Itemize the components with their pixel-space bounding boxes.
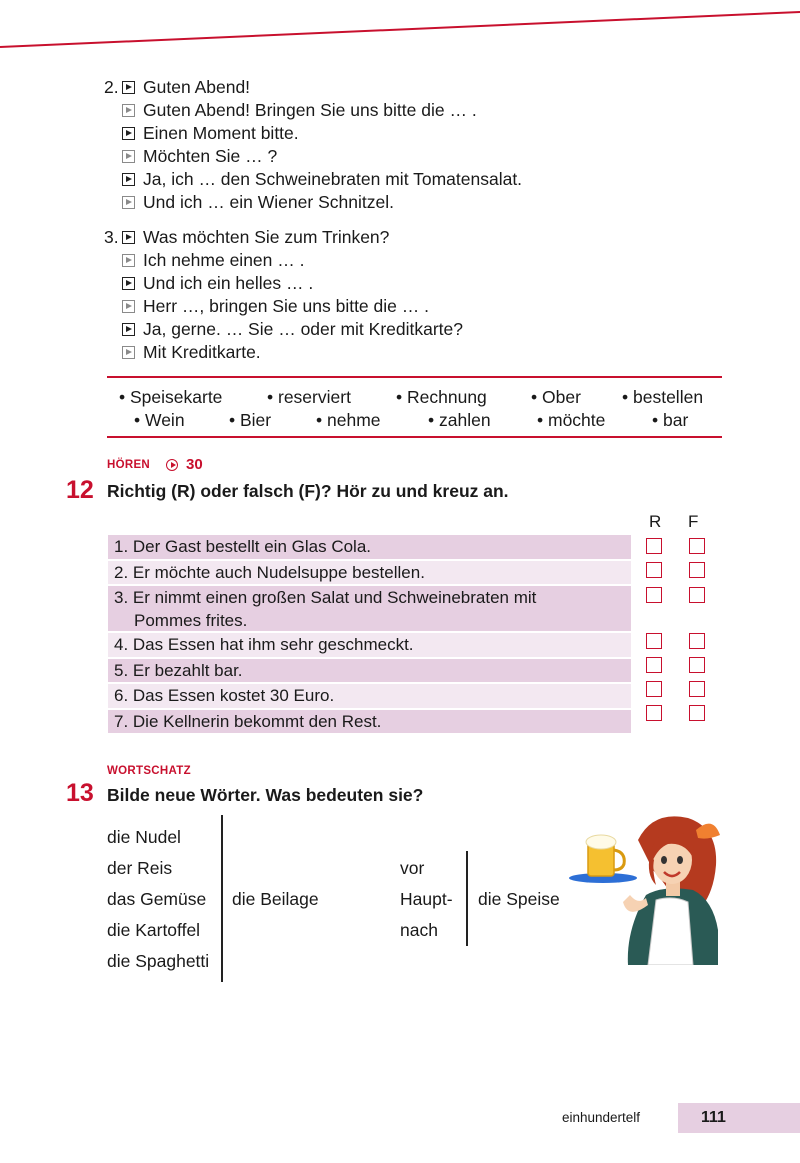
- statement-text: 5. Er bezahlt bar.: [114, 661, 243, 680]
- dialog-line: [104, 168, 522, 191]
- dialog-line: [104, 295, 463, 318]
- word-item: • bar: [652, 409, 688, 431]
- checkbox-r-1[interactable]: [646, 538, 662, 554]
- word-column-1: [107, 822, 209, 977]
- statement-text: 2. Er möchte auch Nudelsuppe bestellen.: [114, 563, 425, 582]
- dialog-text: Ich nehme einen … .: [143, 250, 305, 270]
- divider-line: [221, 815, 223, 982]
- dialog-text: Ja, ich … den Schweinebraten mit Tomatensalat.: [143, 169, 523, 189]
- section-label-wortschatz: WORTSCHATZ: [107, 765, 191, 777]
- exercise-title: Richtig (R) oder falsch (F)? Hör zu und kreuz an.: [107, 481, 509, 501]
- audio-track[interactable]: [166, 456, 203, 473]
- dialog-text: Guten Abend! Bringen Sie uns bitte die … .: [143, 100, 477, 120]
- statement-text: 4. Das Essen hat ihm sehr geschmeckt.: [114, 635, 414, 654]
- word-item: • zahlen: [428, 409, 491, 431]
- dialog-text: Guten Abend!: [143, 77, 251, 97]
- dialog-text: Ja, gerne. … Sie … oder mit Kreditkarte?: [143, 319, 463, 339]
- word-item: die Spaghetti: [107, 951, 210, 971]
- statement-row: [108, 633, 631, 657]
- checkbox-r-7[interactable]: [646, 705, 662, 721]
- dialog-2: [104, 76, 522, 214]
- checkbox-r-2[interactable]: [646, 562, 662, 578]
- statement-row: [108, 684, 631, 708]
- word-item: • bestellen: [622, 386, 703, 408]
- dialog-text: Herr …, bringen Sie uns bitte die … .: [143, 296, 429, 316]
- audio-play-icon[interactable]: [166, 459, 178, 471]
- statement-row: [108, 710, 631, 733]
- word-item: • Wein: [134, 409, 185, 431]
- section-label-hoeren: HÖREN: [107, 459, 151, 471]
- column-header-r: R: [649, 512, 662, 531]
- dialog-line: [104, 226, 463, 249]
- play-light-icon[interactable]: [122, 196, 135, 209]
- word-column-2: [232, 884, 319, 915]
- dialog-3: [104, 226, 463, 364]
- word-column-4: [478, 884, 560, 915]
- play-icon[interactable]: [122, 277, 135, 290]
- exercise-number: 13: [66, 779, 94, 807]
- dialog-text: Und ich ein helles … .: [143, 273, 314, 293]
- dialog-text: Was möchten Sie zum Trinken?: [143, 227, 390, 247]
- checkbox-r-4[interactable]: [646, 633, 662, 649]
- dialog-line: [104, 145, 522, 168]
- exercise-title: Bilde neue Wörter. Was bedeuten sie?: [107, 785, 424, 805]
- word-item: nach: [400, 920, 438, 940]
- play-icon[interactable]: [122, 173, 135, 186]
- play-light-icon[interactable]: [122, 104, 135, 117]
- checkbox-f-5[interactable]: [689, 657, 705, 673]
- dialog-number: 2.: [104, 77, 119, 97]
- dialog-text: Möchten Sie … ?: [143, 146, 278, 166]
- play-icon[interactable]: [122, 81, 135, 94]
- word-item: • reserviert: [267, 386, 351, 408]
- word-item: • möchte: [537, 409, 605, 431]
- page-number: 111: [678, 1103, 800, 1133]
- word-row-1: [107, 386, 722, 408]
- word-item: • Speisekarte: [119, 386, 222, 408]
- word-item: die Beilage: [232, 889, 319, 909]
- waitress-illustration: [568, 810, 733, 965]
- checkbox-f-2[interactable]: [689, 562, 705, 578]
- page-word: einhundertelf: [562, 1110, 641, 1125]
- checkbox-r-5[interactable]: [646, 657, 662, 673]
- word-item: die Nudel: [107, 827, 181, 847]
- checkbox-f-6[interactable]: [689, 681, 705, 697]
- statement-row: [108, 561, 631, 584]
- checkbox-f-1[interactable]: [689, 538, 705, 554]
- statement-row: [108, 535, 631, 559]
- word-item: • nehme: [316, 409, 381, 431]
- word-row-2: [107, 409, 722, 431]
- checkbox-f-3[interactable]: [689, 587, 705, 603]
- checkbox-f-4[interactable]: [689, 633, 705, 649]
- word-item: die Kartoffel: [107, 920, 201, 940]
- word-item: • Rechnung: [396, 386, 487, 408]
- word-item: Haupt-: [400, 889, 453, 909]
- checkbox-r-6[interactable]: [646, 681, 662, 697]
- word-column-3: [400, 853, 453, 946]
- word-item: • Bier: [229, 409, 271, 431]
- play-light-icon[interactable]: [122, 300, 135, 313]
- dialog-line: [104, 272, 463, 295]
- play-icon[interactable]: [122, 127, 135, 140]
- word-box: [107, 376, 722, 438]
- checkbox-r-3[interactable]: [646, 587, 662, 603]
- word-item: der Reis: [107, 858, 173, 878]
- dialog-line: [104, 99, 522, 122]
- dialog-line: [104, 122, 522, 145]
- dialog-line: [104, 191, 522, 214]
- dialog-text: Mit Kreditkarte.: [143, 342, 261, 362]
- checkbox-f-7[interactable]: [689, 705, 705, 721]
- track-number: 30: [186, 456, 203, 473]
- dialog-text: Einen Moment bitte.: [143, 123, 299, 143]
- statement-text: 3. Er nimmt einen großen Salat und Schweinebraten mit: [114, 588, 537, 607]
- play-light-icon[interactable]: [122, 346, 135, 359]
- dialog-line: [104, 76, 522, 99]
- play-icon[interactable]: [122, 231, 135, 244]
- play-light-icon[interactable]: [122, 150, 135, 163]
- statement-text: 1. Der Gast bestellt ein Glas Cola.: [114, 537, 372, 556]
- dialog-line: [104, 341, 463, 364]
- word-item: das Gemüse: [107, 889, 207, 909]
- exercise-number: 12: [66, 476, 94, 504]
- statement-text: 7. Die Kellnerin bekommt den Rest.: [114, 712, 382, 731]
- dialog-number: 3.: [104, 227, 119, 247]
- word-item: vor: [400, 858, 425, 878]
- dialog-text: Und ich … ein Wiener Schnitzel.: [143, 192, 394, 212]
- divider-line: [466, 851, 468, 946]
- statement-row: [108, 586, 631, 631]
- statement-text: 6. Das Essen kostet 30 Euro.: [114, 686, 335, 705]
- top-rule: [0, 0, 800, 60]
- play-light-icon[interactable]: [122, 254, 135, 267]
- word-item: die Speise: [478, 889, 560, 909]
- word-item: • Ober: [531, 386, 581, 408]
- dialog-line: [104, 249, 463, 272]
- dialog-line: [104, 318, 463, 341]
- column-header-f: F: [688, 512, 699, 531]
- statement-row: [108, 659, 631, 682]
- play-icon[interactable]: [122, 323, 135, 336]
- statement-text: Pommes frites.: [134, 611, 248, 630]
